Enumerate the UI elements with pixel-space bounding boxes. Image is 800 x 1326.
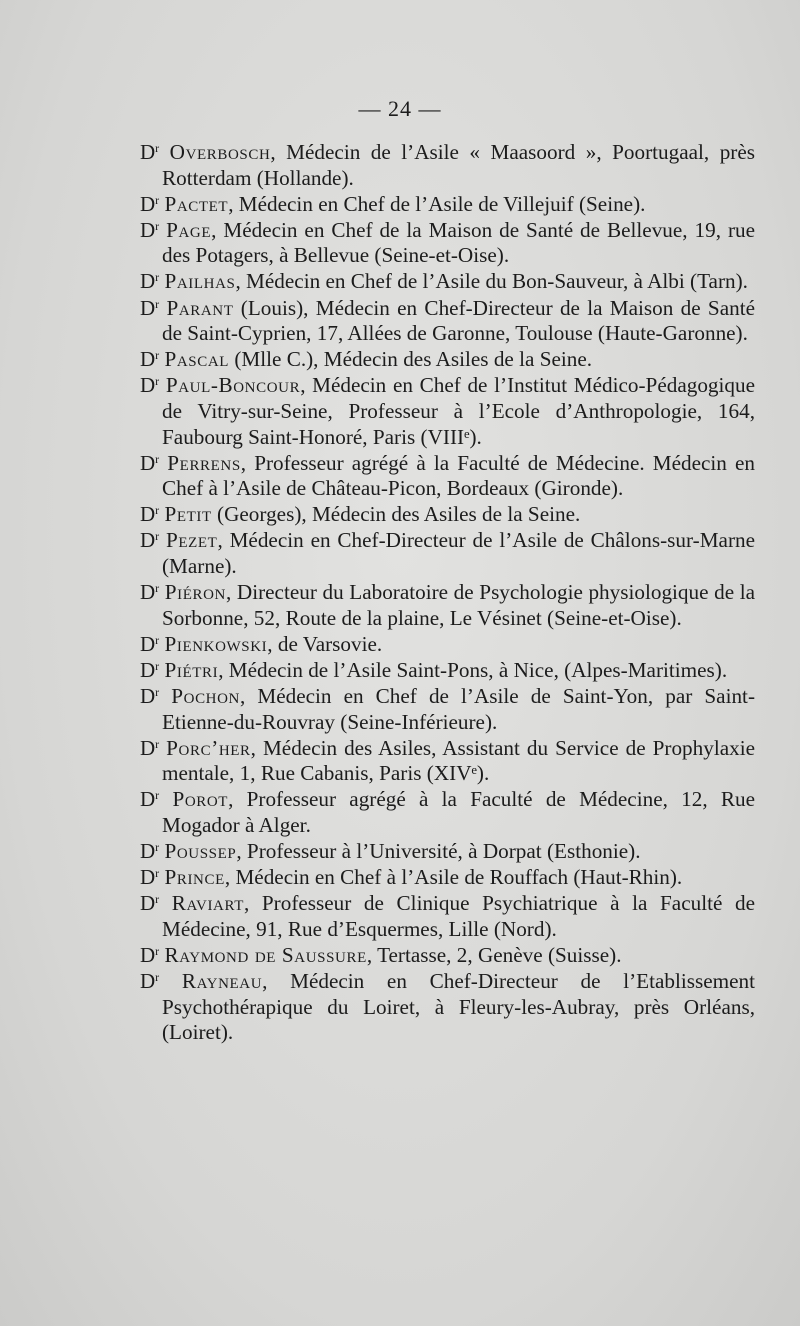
title-abbreviation [140,502,159,526]
title-letter: D [140,787,156,812]
title-abbreviation [140,373,159,397]
directory-entry [140,218,755,269]
entry-description: , Médecin en Chef de l’Asile de Saint-Yon, par Saint-Etienne-du-Rouvray (Seine-Inférieure). [162,683,756,734]
directory-entry [140,787,755,838]
title-abbreviation [140,192,159,216]
title-superscript: r [155,892,160,907]
entry-description: , Professeur de Clinique Psychiatrique à la Faculté de Médecine, 91, Rue d’Esquermes, Lille (Nord). [162,891,755,941]
title-abbreviation [140,347,159,371]
directory-entry [140,632,755,658]
title-letter: D [140,839,156,864]
entry-description: , Médecin en Chef de l’Institut Médico-Pédagogique de Vitry-sur-Seine, Professeur à l’Ecole d’Anthropologie, 164, Faubourg Saint-Honoré, Paris (VIIIᵉ). [162,373,755,449]
title-superscript: r [155,348,160,363]
directory-entry [140,373,755,450]
directory-entry [140,347,755,373]
person-name: Pochon [171,683,240,708]
title-letter: D [140,269,156,294]
directory-entry [140,865,755,891]
title-letter: D [140,891,156,916]
directory-entry [140,502,755,528]
directory-entry [140,891,755,942]
title-superscript: r [155,943,160,958]
title-letter: D [140,347,156,372]
entry-description: , Professeur agrégé à la Faculté de Médecine, 12, Rue Mogador à Alger. [162,787,756,837]
title-abbreviation [140,943,159,967]
title-abbreviation [140,451,159,475]
title-superscript: r [155,658,160,673]
title-letter: D [140,191,156,216]
title-letter: D [140,580,156,605]
directory-entry [140,140,755,191]
entry-description: (Mlle C.), Médecin des Asiles de la Seine. [229,347,593,372]
entry-description: , Médecin de l’Asile Saint-Pons, à Nice, (Alpes-Maritimes). [218,657,728,682]
entry-description: , Médecin des Asiles, Assistant du Service de Prophylaxie mentale, 1, Rue Cabanis, Paris (XIVᵉ). [162,735,755,786]
title-letter: D [140,217,156,242]
person-name: Page [166,217,212,242]
entry-description: , Tertasse, 2, Genève (Suisse). [366,942,622,967]
entry-description: , Médecin de l’Asile « Maasoord », Poortugaal, près Rotterdam (Hollande). [162,140,755,190]
title-letter: D [140,942,156,967]
entry-description: (Georges), Médecin des Asiles de la Seine. [211,502,581,527]
entry-description: , Médecin en Chef de la Maison de Santé de Bellevue, 19, rue des Potagers, à Bellevue (Seine-et-Oise). [162,217,755,268]
title-superscript: r [155,218,160,233]
directory-entry [140,192,755,218]
directory-entry [140,969,755,1046]
entry-description: , Médecin en Chef de l’Asile du Bon-Sauveur, à Albi (Tarn). [235,269,748,294]
title-abbreviation [140,839,159,863]
person-name: Overbosch [169,140,271,164]
title-superscript: r [155,632,160,647]
title-letter: D [140,631,156,656]
entry-description: , de Varsovie. [267,631,383,656]
title-abbreviation [140,658,159,682]
title-letter: D [140,295,156,320]
title-abbreviation [140,865,159,889]
person-name: Pailhas [164,269,236,294]
title-superscript: r [155,451,160,466]
title-abbreviation [140,528,159,552]
title-abbreviation [140,787,159,811]
person-name: Pascal [164,347,230,372]
title-letter: D [140,735,156,760]
person-name: Parant [166,295,234,320]
title-superscript: r [155,296,160,311]
person-name: Pactet [164,191,229,216]
directory-entry [140,736,755,787]
title-superscript: r [155,529,160,544]
title-letter: D [140,373,156,398]
title-superscript: r [155,503,160,518]
entry-description: , Médecin en Chef-Directeur de l’Etablissement Psychothérapique du Loiret, à Fleury-les-Aubray, près Orléans, (Loiret). [162,969,756,1045]
title-superscript: r [155,374,160,389]
directory-entry [140,296,755,347]
person-name: Raymond de Saussure [164,942,367,967]
title-abbreviation [140,296,159,320]
title-letter: D [140,528,156,553]
title-superscript: r [155,684,160,699]
person-name: Raviart [171,891,244,916]
title-letter: D [140,657,156,682]
title-superscript: r [155,270,160,285]
title-superscript: r [155,141,160,155]
title-abbreviation [140,891,159,915]
title-abbreviation [140,269,159,293]
title-letter: D [140,683,156,708]
person-name: Prince [164,865,225,890]
entry-description: , Médecin en Chef de l’Asile de Villejuif (Seine). [228,191,646,216]
title-abbreviation [140,684,159,708]
directory-entry [140,658,755,684]
title-superscript: r [155,581,160,596]
entry-description: , Directeur du Laboratoire de Psychologie physiologique de la Sorbonne, 52, Route de la plaine, Le Vésinet (Seine-et-Oise). [162,580,755,630]
title-abbreviation [140,736,159,760]
title-superscript: r [155,866,160,881]
page-number: — 24 — [358,96,442,121]
person-name: Petit [164,502,212,527]
person-name: Porot [172,787,229,812]
person-name: Paul-Boncour [165,373,301,398]
directory-entry [140,528,755,579]
person-name: Perrens [167,450,241,475]
entry-description: (Louis), Médecin en Chef-Directeur de la Maison de Santé de Saint-Cyprien, 17, Allées de Garonne, Toulouse (Haute-Garonne). [162,295,755,346]
entry-description: , Médecin en Chef à l’Asile de Rouffach (Haut-Rhin). [224,865,683,890]
person-name: Poussep [164,839,237,864]
title-letter: D [140,450,156,475]
title-superscript: r [155,840,160,855]
title-superscript: r [155,192,160,207]
title-abbreviation [140,140,159,164]
title-letter: D [140,502,156,527]
title-letter: D [140,969,156,993]
person-name: Porc’her [166,735,251,760]
person-name: Piétri [164,657,219,682]
entry-list [140,140,755,1046]
title-abbreviation [140,580,159,604]
directory-entry [140,269,755,295]
title-abbreviation [140,218,159,242]
directory-entry [140,580,755,631]
directory-entry [140,839,755,865]
title-superscript: r [155,736,160,751]
directory-entry [140,451,755,502]
title-abbreviation [140,969,159,993]
entry-description: , Médecin en Chef-Directeur de l’Asile de Châlons-sur-Marne (Marne). [162,528,755,578]
title-letter: D [140,140,156,164]
title-abbreviation [140,632,159,656]
person-name: Pienkowski [164,631,268,656]
person-name: Piéron [164,580,226,605]
directory-entry [140,684,755,735]
person-name: Pezet [166,528,218,553]
title-superscript: r [155,970,160,984]
directory-entry [140,943,755,969]
entry-description: , Professeur agrégé à la Faculté de Médecine. Médecin en Chef à l’Asile de Château-Picon, Bordeaux (Gironde). [162,450,756,501]
entry-description: , Professeur à l’Université, à Dorpat (Esthonie). [236,839,641,864]
title-superscript: r [155,788,160,803]
title-letter: D [140,865,156,890]
person-name: Rayneau [181,969,263,993]
